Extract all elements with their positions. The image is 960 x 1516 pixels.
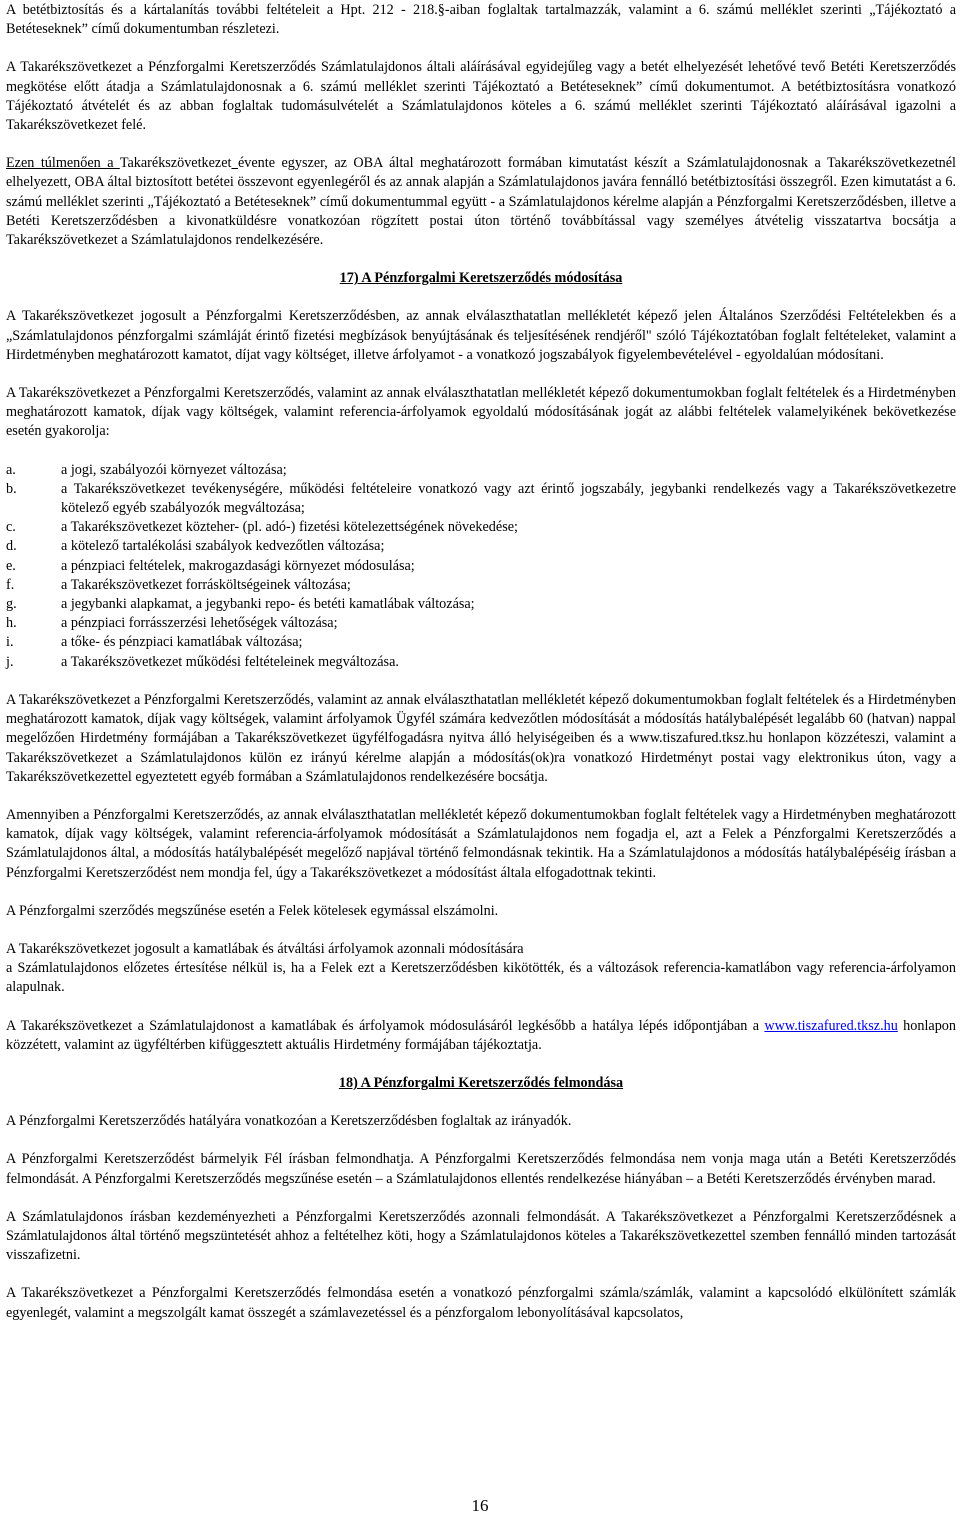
- condition-item: [6, 653, 956, 672]
- notice-text-post: honlapon közzétett, valamint az ügyféltérben kifüggesztett aktuális Hirdetmény formájában tájékoztatja.: [6, 1017, 956, 1053]
- paragraph-annual-statement: [6, 154, 956, 250]
- condition-text: a Takarékszövetkezet tevékenységére, működési feltételeire vonatkozó vagy azt érintő jogszabály, jegybanki rendelkezés vagy a Takarékszövetkezetre kötelező egyéb szabályozók megváltozása;: [61, 480, 956, 517]
- condition-item: [6, 576, 956, 595]
- condition-text: a kötelező tartalékolási szabályok kedvezőtlen változása;: [61, 538, 385, 555]
- paragraph-body: évente egyszer, az OBA által meghatározott formában kimutatást készít a Számlatulajdonosnak a Takarékszövetkezetnél elhelyezett, OBA által biztosított betétei összevont egyenlegéről és az annak alapján a Számlatulajdonos javára fennálló betétbiztosítási összegről. Ezen kimutatást a 6. számú melléklet szerinti „Tájékoztató a Betéteseknek” című dokumentummal együtt - a Számlatulajdonos kérelme alapján a Pénzforgalmi Keretszerződésben, illetve a Betéti Keretszerződésben a kivonatküldésre vonatkozóan rögzített postai úton történő továbbítással vagy személyes átvételig visszatartva bocsátja a Takarékszövetkezet a Számlatulajdonos rendelkezésére.: [6, 155, 956, 249]
- condition-item: [6, 480, 956, 518]
- condition-marker: c.: [6, 519, 16, 536]
- condition-item: [6, 595, 956, 614]
- paragraph-term: A Pénzforgalmi Keretszerződés hatályára vonatkozóan a Keretszerződésben foglaltak az irányadók.: [6, 1113, 572, 1130]
- paragraph-modification-conditions: A Takarékszövetkezet a Pénzforgalmi Keretszerződés, valamint az annak elválaszthatatlan mellékletét képező dokumentumokban foglalt feltételek és a Hirdetményben meghatározott kamatok, díjak vagy költségek, valamint referencia-árfolyamok egyoldalú módosításának jogát az alábbi feltételek valamelyikének bekövetkezése esetén gyakorolja:: [6, 385, 956, 440]
- condition-item: [6, 518, 956, 537]
- condition-text: a tőke- és pénzpiaci kamatlábak változása;: [61, 634, 303, 651]
- underlined-lead: Ezen túlmenően a: [6, 155, 120, 172]
- condition-marker: e.: [6, 557, 16, 574]
- paragraph-unilateral-modification: A Takarékszövetkezet jogosult a Pénzforgalmi Keretszerződésben, az annak elválaszthatatlan mellékletét képező jelen Általános Szerződési Feltételekben és a „Számlatulajdonos pénzforgalmi számláját érintő fizetési megbízások benyújtásának és teljesítésének rendjéről" szóló Tájékoztatóban foglalt feltételeket, valamint a Hirdetményben meghatározott kamatot, díjat vagy költséget, illetve árfolyamot - a vonatkozó jogszabályok figyelembevételével - egyoldalúan módosítani.: [6, 308, 956, 363]
- condition-text: a jegybanki alapkamat, a jegybanki repo- és betéti kamatlábak változása;: [61, 596, 475, 613]
- condition-marker: h.: [6, 615, 17, 632]
- paragraph-immediate-rate-change-a: A Takarékszövetkezet jogosult a kamatlábak és átváltási árfolyamok azonnali módosítására: [6, 940, 524, 957]
- condition-marker: f.: [6, 576, 15, 593]
- page-number: 16: [471, 1496, 489, 1515]
- notice-text-pre: A Takarékszövetkezet a Számlatulajdonost a kamatlábak és árfolyamok módosulásáról legkésőbb a hatálya lépés időpontjában a: [6, 1017, 765, 1034]
- paragraph-subject: Takarékszövetkezet: [119, 155, 232, 172]
- paragraph-termination-settlement: A Takarékszövetkezet a Pénzforgalmi Keretszerződés felmondása esetén a vonatkozó pénzforgalmi számla/számlák, valamint a kapcsolódó elkülönített számlák egyenlegét, valamint a megszolgált kamat összegét a számlavezetéssel és a pénzforgalom lebonyolításával kapcsolatos,: [6, 1285, 956, 1321]
- condition-item: [6, 557, 956, 576]
- paragraph-immediate-rate-change-b: a Számlatulajdonos előzetes értesítése nélkül is, ha a Felek ezt a Keretszerződésben kikötötték, és a változások referencia-kamatlábon vagy referencia-árfolyamon alapulnak.: [6, 960, 956, 996]
- condition-marker: j.: [6, 653, 14, 670]
- condition-marker: g.: [6, 596, 17, 613]
- paragraph-settlement: A Pénzforgalmi szerződés megszűnése esetén a Felek kötelesek egymással elszámolni.: [6, 902, 499, 919]
- paragraph-immediate-termination: A Számlatulajdonos írásban kezdeményezheti a Pénzforgalmi Keretszerződés azonnali felmondását. A Takarékszövetkezet a Pénzforgalmi Keretszerződésnek a Számlatulajdonos által történő megszüntetését ahhoz a feltételhez köti, hogy a Számlatulajdonos köteles a Takarékszövetkezettel szemben fennálló minden tartozását visszafizetni.: [6, 1208, 956, 1264]
- paragraph-rate-change-notice: [6, 1017, 956, 1055]
- condition-text: a pénzpiaci forrásszerzési lehetőségek változása;: [61, 615, 338, 632]
- condition-marker: b.: [6, 480, 17, 497]
- conditions-list: [6, 461, 956, 672]
- condition-item: [6, 633, 956, 652]
- condition-text: a Takarékszövetkezet közteher- (pl. adó-) fizetési kötelezettségének növekedése;: [61, 519, 518, 536]
- condition-item: [6, 614, 956, 633]
- condition-marker: a.: [6, 461, 16, 478]
- paragraph-deposit-insurance-handover: A Takarékszövetkezet a Pénzforgalmi Keretszerződés Számlatulajdonos általi aláírásával egyidejűleg vagy a betét elhelyezését lehetővé tevő Betéti Keretszerződés megkötése előtt átadja a Számlatulajdonosnak a 6. számú melléklet szerinti Tájékoztató a Betéteseknek” című dokumentumot. A betétbiztosításra vonatkozó Tájékoztató átvételét és az abban foglaltak tudomásulvételét a Számlatulajdonos köteles a 6. számú melléklet szerinti Tájékoztató aláírásával igazolni a Takarékszövetkezet felé.: [6, 59, 956, 134]
- condition-text: a pénzpiaci feltételek, makrogazdasági környezet módosulása;: [61, 557, 415, 574]
- section-heading-17: 17) A Pénzforgalmi Keretszerződés módosítása: [339, 270, 623, 287]
- section-heading-18: 18) A Pénzforgalmi Keretszerződés felmondása: [338, 1074, 624, 1091]
- condition-marker: i.: [6, 634, 14, 651]
- condition-item: [6, 461, 956, 480]
- paragraph-unfavourable-modification: A Takarékszövetkezet a Pénzforgalmi Keretszerződés, valamint az annak elválaszthatatlan mellékletét képező dokumentumokban foglalt feltételek és a Hirdetményben meghatározott kamatok, díjak vagy költségek, valamint árfolyamok Ügyfél számára kedvezőtlen módosítását a módosítás hatálybalépését legalább 60 (hatvan) nappal megelőzően Hirdetmény formájában a Takarékszövetkezet ügyfélfogadásra nyitva álló helyiségeiben és a www.tiszafured.tksz.hu honlapon közzéteszi, valamint a Takarékszövetkezet a Számlatulajdonos külön ez irányú kérelme alapján a módosítás(ok)ra vonatkozó Hirdetményt postai vagy elektronikus úton, vagy a Takarékszövetkezettel egyeztetett egyéb formában a Számlatulajdonos rendelkezésére bocsátja.: [6, 691, 956, 785]
- condition-text: a Takarékszövetkezet forrásköltségeinek változása;: [61, 576, 351, 593]
- condition-text: a Takarékszövetkezet működési feltételeinek megváltozása.: [61, 653, 399, 670]
- condition-text: a jogi, szabályozói környezet változása;: [61, 461, 287, 478]
- paragraph-termination-by-either-party: A Pénzforgalmi Keretszerződést bármelyik Fél írásban felmondhatja. A Pénzforgalmi Keretszerződés felmondása nem vonja maga után a Betéti Keretszerződés felmondását. A Pénzforgalmi Keretszerződés megszűnése esetén – a Számlatulajdonos ellentés rendelkezése hiányában – a Betéti Keretszerződés érvényben marad.: [6, 1151, 956, 1187]
- paragraph-deposit-insurance-intro: A betétbiztosítás és a kártalanítás további feltételeit a Hpt. 212 - 218.§-aiban foglaltak tartalmazzák, valamint a 6. számú melléklet szerinti „Tájékoztató a Betéteseknek” című dokumentumban részletezi.: [6, 2, 956, 38]
- paragraph-rejection-of-modification: Amennyiben a Pénzforgalmi Keretszerződés, az annak elválaszthatatlan mellékletét képező dokumentumokban foglalt feltételek vagy a Hirdetményben meghatározott kamatok, díjak vagy költségek, valamint referencia-árfolyamok módosítását a Számlatulajdonos nem fogadja el, azt a Felek a Pénzforgalmi Keretszerződés a Számlatulajdonos által, a módosítás hatálybalépését megelőző napjával történő felmondásnak tekintik. Ha a Számlatulajdonos a módosítás hatálybalépéséig írásban a Pénzforgalmi Keretszerződést nem mondja fel, úgy a Takarékszövetkezet a módosítást általa elfogadottnak tekinti.: [6, 806, 956, 881]
- website-link[interactable]: www.tiszafured.tksz.hu: [764, 1017, 898, 1034]
- condition-item: [6, 537, 956, 556]
- condition-marker: d.: [6, 538, 17, 555]
